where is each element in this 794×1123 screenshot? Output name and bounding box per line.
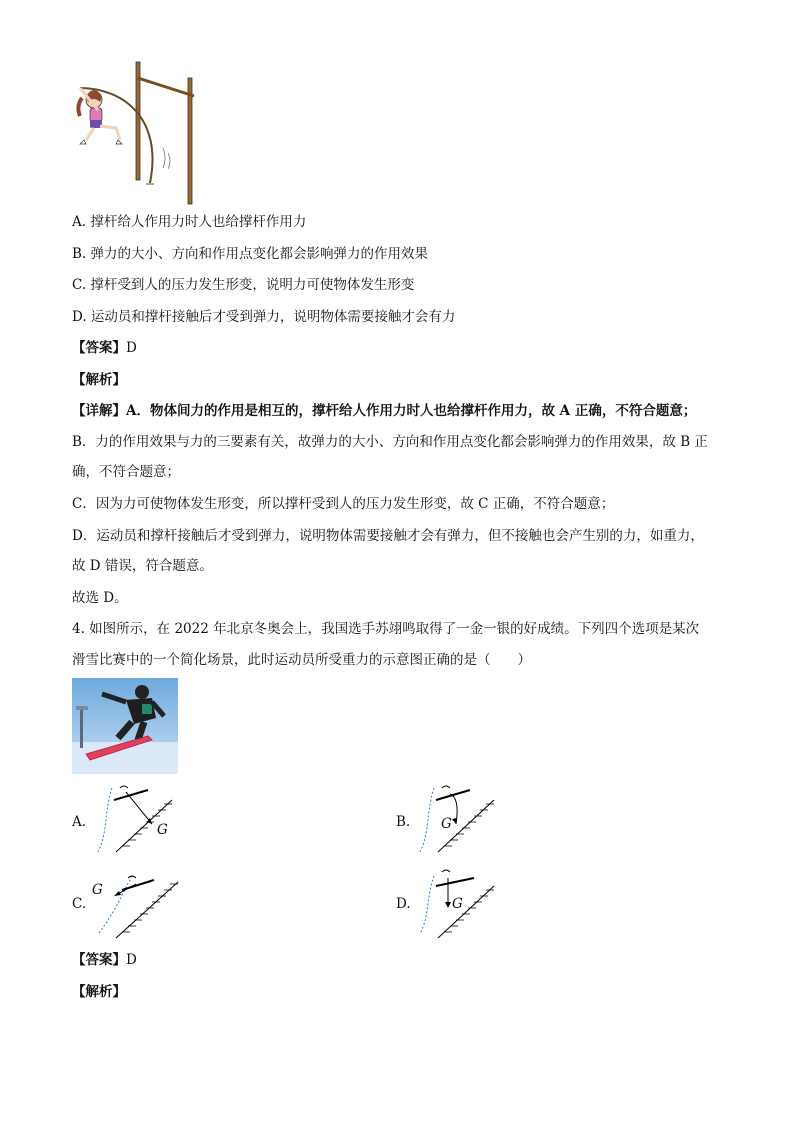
snowboarder-photo	[72, 678, 178, 774]
answer-value: D	[126, 952, 137, 968]
q3-option-d: D. 运动员和撑杆接触后才受到弹力，说明物体需要接触才会有力	[72, 309, 456, 325]
q4-stem-line2: 滑雪比赛中的一个简化场景，此时运动员所受重力的示意图正确的是（ ）	[72, 652, 531, 668]
choice-b-force-label: G	[441, 816, 452, 832]
answer-value: D	[126, 340, 137, 356]
answer-label: 【答案】	[72, 952, 126, 968]
q3-detail-line: C．因为力可使物体发生形变，所以撑杆受到人的压力发生形变，故 C 正确，不符合题意；	[72, 496, 615, 512]
choice-d-label: D.	[396, 896, 411, 912]
q3-option-a: A. 撑杆给人作用力时人也给撑杆作用力	[72, 214, 307, 230]
choice-d-force-label: G	[452, 896, 463, 912]
pole-vault-illustration	[68, 58, 200, 208]
answer-label: 【答案】	[72, 340, 126, 356]
q3-option-b: B. 弹力的大小、方向和作用点变化都会影响弹力的作用效果	[72, 246, 429, 262]
choice-a-label: A.	[72, 814, 87, 830]
choice-b-diagram	[414, 782, 504, 860]
q3-conclusion: 故选 D。	[72, 590, 128, 606]
choice-c-force-label: G	[92, 882, 103, 898]
q3-detail-line: 故 D 错误，符合题意。	[72, 558, 213, 574]
q3-detail-line: D．运动员和撑杆接触后才受到弹力，说明物体需要接触才会有弹力，但不接触也会产生别的力，如重力，	[72, 528, 704, 544]
choice-a-force-label: G	[157, 822, 168, 838]
q3-detail-line	[72, 401, 696, 421]
choice-c-label: C.	[72, 896, 87, 912]
q4-answer	[72, 950, 137, 970]
detail-text-1: 【详解】A．物体间力的作用是相互的，撑杆给人作用力时人也给撑杆作用力，故 A 正确，不符合题意；	[72, 403, 697, 419]
q3-detail-line: 确，不符合题意；	[72, 464, 180, 480]
q3-analysis-label: 【解析】	[72, 372, 126, 388]
q3-detail-line: B．力的作用效果与力的三要素有关，故弹力的大小、方向和作用点变化都会影响弹力的作用效果，故 B 正	[72, 434, 708, 450]
q4-analysis-label: 【解析】	[72, 984, 126, 1000]
q4-stem-line1: 4. 如图所示，在 2022 年北京冬奥会上，我国选手苏翊鸣取得了一金一银的好成绩。下列四个选项是某次	[72, 621, 700, 637]
choice-b-label: B.	[396, 814, 411, 830]
choice-a-diagram	[92, 782, 182, 860]
choice-c-diagram	[92, 864, 182, 942]
q3-answer	[72, 338, 137, 358]
q3-option-c: C. 撑杆受到人的压力发生形变，说明力可使物体发生形变	[72, 277, 415, 293]
